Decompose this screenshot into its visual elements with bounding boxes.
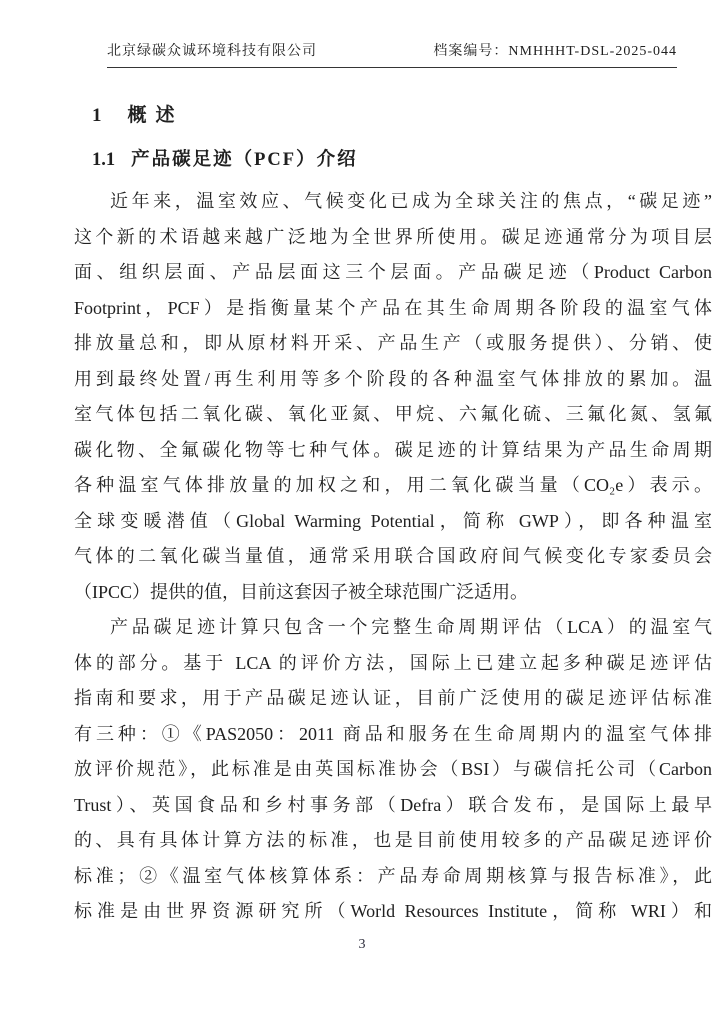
page-number: 3 [358, 937, 366, 952]
body-line: 指南和要求，用于产品碳足迹认证，目前广泛使用的碳足迹评估标准 [74, 688, 712, 708]
section-heading-1 [92, 103, 184, 129]
body-text [74, 184, 712, 930]
heading-title: 概述 [127, 105, 184, 126]
body-line: 体的部分。基于 LCA 的评价方法，国际上已建立起多种碳足迹评估 [74, 652, 712, 673]
body-line: 有三种：①《PAS2050：2011 商品和服务在生命周期内的温室气体排 [74, 723, 712, 744]
body-line: （IPCC）提供的值，目前这套因子被全球范围广泛适用。 [74, 581, 529, 602]
body-line: 全球变暖潜值（Global Warming Potential，简称 GWP），即各种温室 [74, 510, 712, 531]
body-line: Footprint，PCF）是指衡量某个产品在其生命周期各阶段的温室气体 [74, 297, 712, 318]
body-line: 用到最终处置/再生利用等多个阶段的各种温室气体排放的累加。温 [74, 368, 712, 389]
heading-number: 1.1 [92, 150, 116, 170]
body-line: 标准是由世界资源研究所（World Resources Institute，简称 WRI）和 [74, 901, 712, 921]
body-line: 标准；②《温室气体核算体系：产品寿命周期核算与报告标准》，此 [74, 865, 712, 886]
body-line: 碳化物、全氟碳化物等七种气体。碳足迹的计算结果为产品生命周期 [74, 439, 712, 460]
body-line: 室气体包括二氧化碳、氧化亚氮、甲烷、六氟化硫、三氟化氮、氢氟 [74, 404, 712, 424]
paragraph-2 [74, 610, 712, 930]
body-line: Trust）、英国食品和乡村事务部（Defra）联合发布，是国际上最早 [74, 794, 712, 815]
heading-title: 产品碳足迹（PCF）介绍 [131, 150, 358, 170]
body-line: 的、具有具体计算方法的标准，也是目前使用较多的产品碳足迹评价 [74, 830, 712, 850]
body-line: 近年来，温室效应、气候变化已成为全球关注的焦点，“碳足迹” [110, 191, 712, 211]
body-line: 气体的二氧化碳当量值，通常采用联合国政府间气候变化专家委员会 [74, 546, 712, 566]
body-line: 各种温室气体排放量的加权之和，用二氧化碳当量（CO₂e）表示。 [74, 475, 712, 495]
page-header [107, 40, 677, 68]
body-line: 面、组织层面、产品层面这三个层面。产品碳足迹（Product Carbon [74, 262, 712, 282]
body-line: 产品碳足迹计算只包含一个完整生命周期评估（LCA）的温室气 [110, 617, 712, 637]
paragraph-1 [74, 184, 712, 610]
archive-number: 档案编号：NMHHHT-DSL-2025-044 [433, 44, 677, 59]
section-heading-1-1 [92, 147, 358, 173]
body-line: 排放量总和，即从原材料开采、产品生产（或服务提供）、分销、使 [74, 333, 712, 353]
body-line: 放评价规范》，此标准是由英国标准协会（BSI）与碳信托公司（Carbon [74, 759, 712, 779]
body-line: 这个新的术语越来越广泛地为全世界所使用。碳足迹通常分为项目层 [74, 226, 712, 247]
company-name: 北京绿碳众诚环境科技有限公司 [107, 44, 317, 59]
heading-number: 1 [92, 105, 102, 126]
